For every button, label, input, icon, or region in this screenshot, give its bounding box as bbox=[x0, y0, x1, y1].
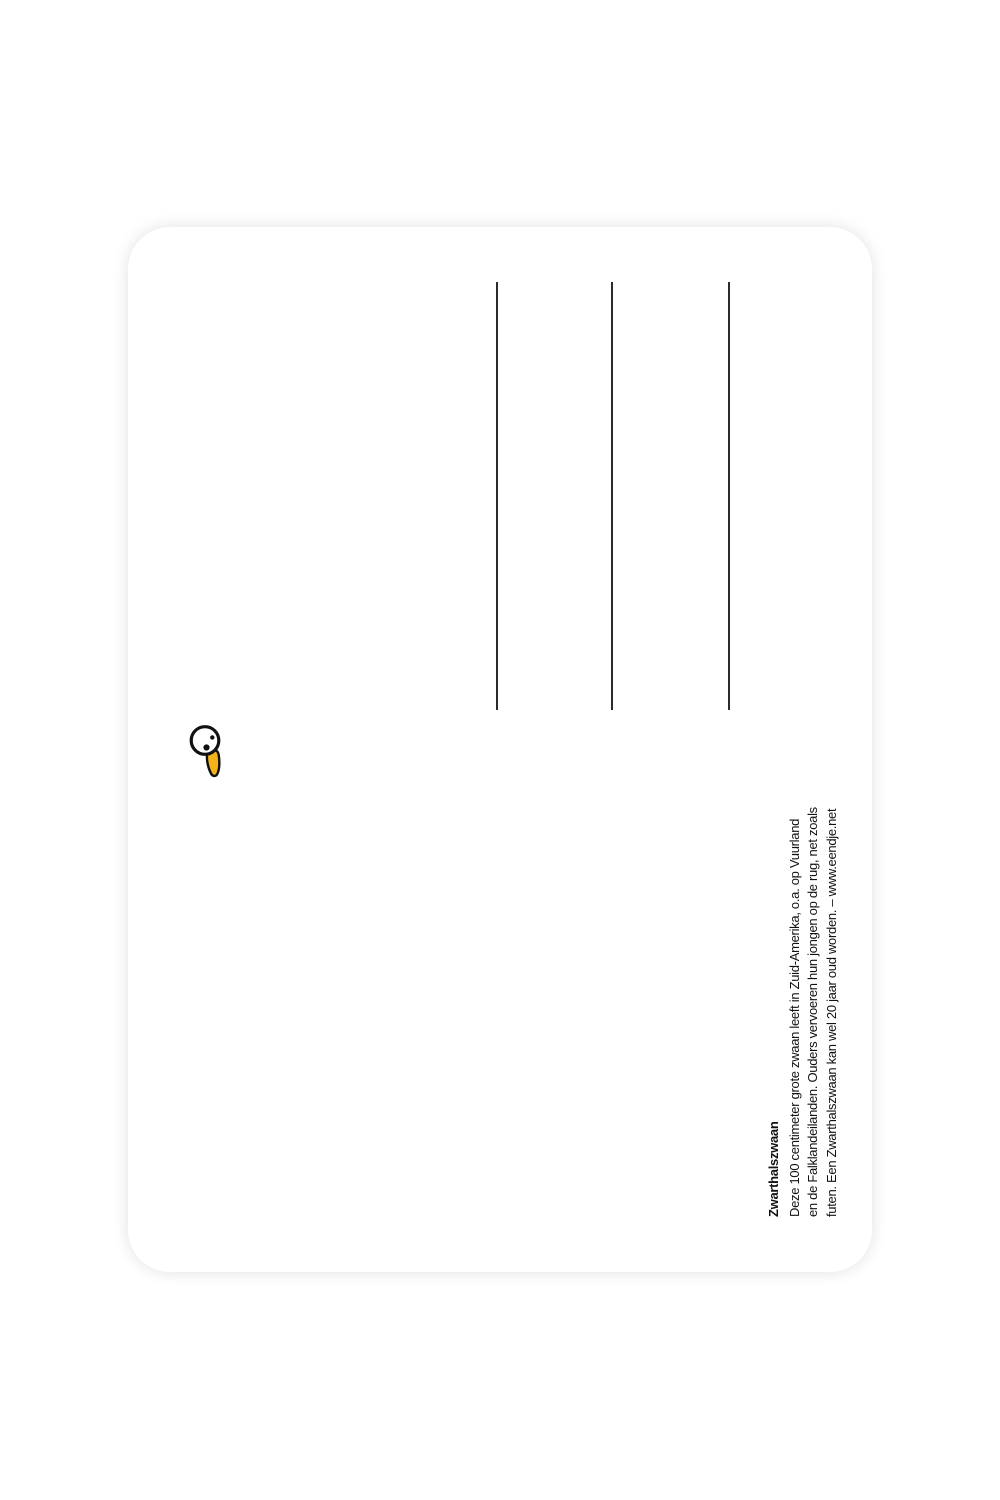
address-line-1 bbox=[496, 282, 498, 710]
swan-description-line: Deze 100 centimeter grote zwaan leeft in Zuid-Amerika, o.a. op Vuurland bbox=[786, 818, 802, 1217]
swan-description-line: futen. Een Zwarthalszwaan kan wel 20 jaar oud worden. – www.eendje.net bbox=[823, 808, 839, 1217]
postcard-back bbox=[128, 227, 872, 1272]
address-line-2 bbox=[611, 282, 613, 710]
duck-eye-large bbox=[203, 744, 209, 750]
swan-title: Zwarthalszwaan bbox=[766, 1121, 781, 1217]
swan-description bbox=[765, 807, 841, 1217]
duck-eye-small bbox=[210, 735, 214, 739]
swan-description-line: en de Falklandeilanden. Ouders vervoeren hun jongen op de rug, net zoals bbox=[805, 807, 821, 1217]
address-line-3 bbox=[728, 282, 730, 710]
duck-head-icon bbox=[186, 722, 226, 780]
